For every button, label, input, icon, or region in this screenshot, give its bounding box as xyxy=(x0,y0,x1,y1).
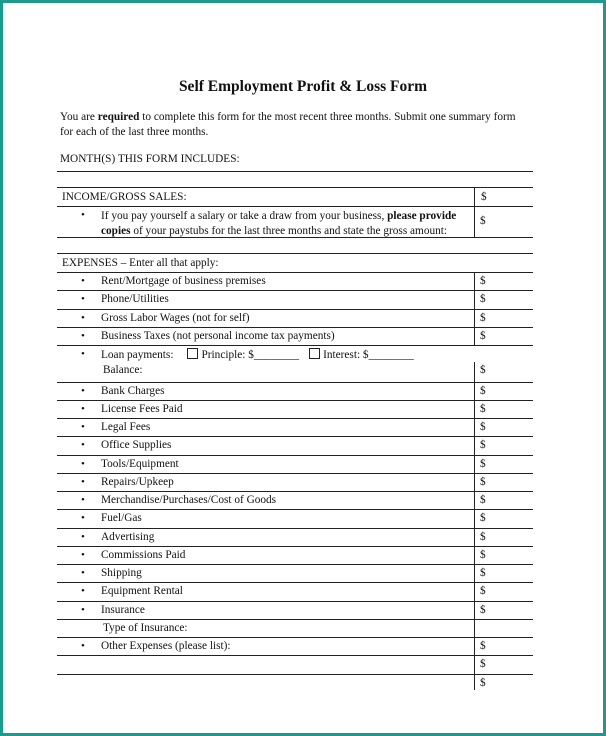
principle-field: Principle: $________ xyxy=(201,349,300,361)
expense-amount-dollar[interactable]: $ xyxy=(480,402,486,415)
table-rule xyxy=(57,564,533,565)
intro-required: required xyxy=(97,111,140,123)
other-expense-dollar[interactable]: $ xyxy=(480,658,486,671)
expense-label: Equipment Rental xyxy=(101,585,183,598)
expense-label: Other Expenses (please list): xyxy=(101,640,231,652)
table-rule xyxy=(57,509,533,510)
bullet-icon: • xyxy=(81,512,85,525)
table-rule xyxy=(57,345,533,346)
expenses-header: EXPENSES – Enter all that apply: xyxy=(62,257,219,269)
expense-amount-dollar[interactable]: $ xyxy=(480,530,486,543)
table-rule xyxy=(57,546,533,547)
expense-label: Insurance xyxy=(101,603,145,616)
income-note-bold: please provide xyxy=(387,210,457,222)
table-rule xyxy=(57,528,533,529)
interest-checkbox[interactable] xyxy=(309,348,320,359)
table-rule xyxy=(57,382,533,383)
bullet-icon: • xyxy=(81,275,85,287)
expense-amount-dollar[interactable]: $ xyxy=(480,585,486,598)
expense-label: Bank Charges xyxy=(101,384,165,397)
bullet-icon: • xyxy=(81,585,85,598)
months-label: MONTH(S) THIS FORM INCLUDES: xyxy=(60,153,240,165)
expense-amount-dollar[interactable]: $ xyxy=(480,293,486,306)
bullet-icon: • xyxy=(81,293,85,306)
expense-label: Advertising xyxy=(101,530,155,543)
bullet-icon: • xyxy=(81,603,85,616)
bullet-icon: • xyxy=(81,329,85,342)
amount-column-divider xyxy=(474,272,475,345)
table-rule xyxy=(57,637,533,638)
expense-amount-dollar[interactable]: $ xyxy=(480,548,486,561)
intro-part1: You are xyxy=(60,111,98,123)
table-rule xyxy=(57,436,533,437)
amount-column-divider xyxy=(474,187,475,237)
other-expense-dollar[interactable]: $ xyxy=(480,676,486,689)
expense-label: Office Supplies xyxy=(101,439,172,452)
table-rule xyxy=(57,455,533,456)
table-rule xyxy=(57,619,533,620)
intro-part2: to complete this form for the most recent three months. Submit one summary form for each of the last three months. xyxy=(60,111,516,138)
expense-amount-dollar[interactable]: $ xyxy=(480,439,486,452)
expense-label: Commissions Paid xyxy=(101,548,186,561)
bullet-icon: • xyxy=(81,421,85,433)
form-title: Self Employment Profit & Loss Form xyxy=(178,78,428,95)
table-rule xyxy=(57,491,533,492)
expense-amount-dollar[interactable]: $ xyxy=(480,640,486,652)
bullet-icon: • xyxy=(81,567,85,579)
principle-checkbox[interactable] xyxy=(187,348,198,359)
expense-label: Gross Labor Wages (not for self) xyxy=(101,311,250,324)
expense-label: Legal Fees xyxy=(101,421,151,433)
table-rule xyxy=(57,601,533,602)
loan-payments-label: Loan payments: xyxy=(101,349,174,361)
bullet-icon: • xyxy=(81,494,85,506)
balance-label: Balance: xyxy=(103,364,143,377)
table-rule xyxy=(57,237,533,238)
expense-amount-dollar[interactable]: $ xyxy=(480,475,486,488)
table-rule xyxy=(57,674,533,675)
income-dollar-sign[interactable]: $ xyxy=(481,191,487,203)
expense-amount-dollar[interactable]: $ xyxy=(480,421,486,433)
income-note xyxy=(101,209,471,239)
bullet-icon: • xyxy=(81,530,85,543)
expense-amount-dollar[interactable]: $ xyxy=(480,567,486,579)
table-rule xyxy=(57,473,533,474)
expense-amount-dollar[interactable]: $ xyxy=(480,275,486,287)
bullet-icon: • xyxy=(81,439,85,452)
bullet-icon: • xyxy=(81,457,85,470)
insurance-type-label: Type of Insurance: xyxy=(103,621,188,634)
expense-amount-dollar[interactable]: $ xyxy=(480,494,486,506)
income-header: INCOME/GROSS SALES: xyxy=(62,191,187,203)
income-note-text: of your paystubs for the last three months and state the gross amount: xyxy=(130,225,448,237)
income-amount-dollar[interactable]: $ xyxy=(480,215,486,227)
table-rule xyxy=(57,655,533,656)
expense-label: Business Taxes (not personal income tax payments) xyxy=(101,329,335,342)
bullet-icon: • xyxy=(81,311,85,324)
table-rule xyxy=(57,309,533,310)
table-rule xyxy=(57,206,533,207)
balance-dollar[interactable]: $ xyxy=(480,364,486,377)
expense-amount-dollar[interactable]: $ xyxy=(480,311,486,324)
bullet-icon: • xyxy=(81,348,85,360)
expense-label: Phone/Utilities xyxy=(101,293,169,306)
interest-field: Interest: $________ xyxy=(323,349,414,361)
expense-label: License Fees Paid xyxy=(101,402,183,415)
months-underline xyxy=(57,171,533,172)
expense-label: Repairs/Upkeep xyxy=(101,475,174,488)
income-note-text: If you pay yourself a salary or take a draw from your business, xyxy=(101,210,388,222)
bullet-icon: • xyxy=(81,402,85,415)
expense-label: Merchandise/Purchases/Cost of Goods xyxy=(101,494,277,506)
expense-amount-dollar[interactable]: $ xyxy=(480,457,486,470)
income-note-bold: copies xyxy=(101,225,131,237)
bullet-icon: • xyxy=(81,548,85,561)
table-rule xyxy=(57,290,533,291)
expense-label: Fuel/Gas xyxy=(101,512,142,525)
expense-label: Rent/Mortgage of business premises xyxy=(101,275,266,287)
expense-label: Tools/Equipment xyxy=(101,457,179,470)
bullet-icon: • xyxy=(81,384,85,397)
expense-amount-dollar[interactable]: $ xyxy=(480,384,486,397)
loan-payments-field xyxy=(101,348,414,361)
expense-amount-dollar[interactable]: $ xyxy=(480,603,486,616)
income-top-rule xyxy=(57,187,533,188)
table-rule xyxy=(57,418,533,419)
amount-column-divider xyxy=(474,362,475,690)
expense-amount-dollar[interactable]: $ xyxy=(480,512,486,525)
intro-text xyxy=(60,110,530,140)
table-rule xyxy=(57,582,533,583)
bullet-icon: • xyxy=(81,475,85,488)
table-rule xyxy=(57,400,533,401)
table-rule xyxy=(57,272,533,273)
bullet-icon: • xyxy=(81,209,85,221)
table-rule xyxy=(57,327,533,328)
bullet-icon: • xyxy=(81,640,85,652)
expense-label: Shipping xyxy=(101,567,142,579)
expense-amount-dollar[interactable]: $ xyxy=(480,329,486,342)
expenses-top-rule xyxy=(57,253,533,254)
